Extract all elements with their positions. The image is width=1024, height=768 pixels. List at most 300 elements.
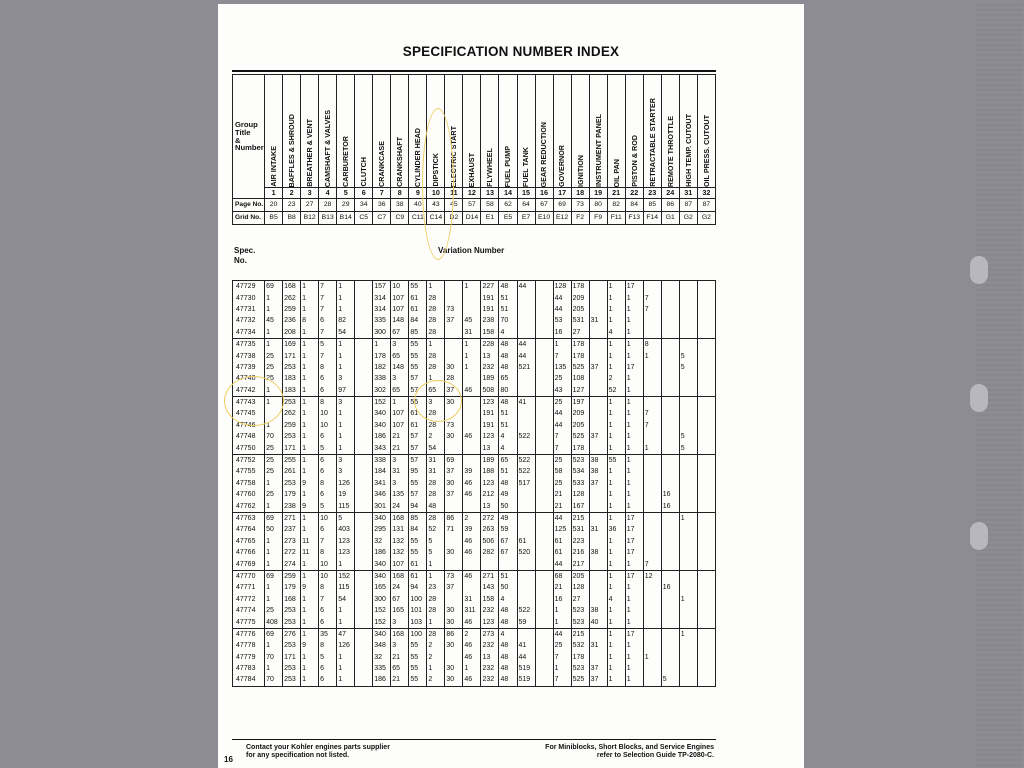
page-number-cell: 38 <box>391 199 409 212</box>
variation-cell: 165 <box>373 582 391 593</box>
group-number: 8 <box>391 188 409 199</box>
variation-cell: 253 <box>283 396 301 408</box>
grid-number-cell: B5 <box>265 212 283 225</box>
footer-left-note <box>246 744 390 760</box>
variation-cell: 1 <box>337 616 355 628</box>
variation-cell: 1 <box>625 292 643 303</box>
variation-cell: 148 <box>391 362 409 373</box>
spec-number-cell: 47750 <box>233 442 265 454</box>
variation-cell: 232 <box>481 674 499 686</box>
variation-cell: 7 <box>319 292 337 303</box>
grid-number-cell: F11 <box>607 212 625 225</box>
spec-number-cell: 47778 <box>233 640 265 651</box>
variation-cell: 1 <box>427 570 445 582</box>
variation-cell <box>463 408 481 419</box>
variation-cell: 5 <box>319 500 337 512</box>
variation-cell <box>661 616 679 628</box>
variation-cell <box>535 500 553 512</box>
variation-cell: 1 <box>265 478 283 489</box>
variation-cell: 255 <box>283 454 301 466</box>
group-number: 22 <box>625 188 643 199</box>
variation-cell: 523 <box>571 605 589 616</box>
variation-cell <box>643 396 661 408</box>
table-row <box>233 385 716 397</box>
variation-cell: 69 <box>265 281 283 293</box>
variation-cell: 123 <box>481 431 499 442</box>
variation-cell: 263 <box>481 524 499 535</box>
variation-cell: 55 <box>409 478 427 489</box>
variation-cell: 38 <box>589 454 607 466</box>
variation-cell <box>355 558 373 570</box>
variation-cell <box>661 385 679 397</box>
variation-cell: 39 <box>463 466 481 477</box>
variation-cell: 1 <box>625 466 643 477</box>
variation-cell: 191 <box>481 408 499 419</box>
variation-cell <box>679 652 697 663</box>
variation-cell: 5 <box>679 431 697 442</box>
variation-cell: 28 <box>427 489 445 500</box>
variation-cell <box>535 420 553 431</box>
variation-cell: 1 <box>301 327 319 339</box>
variation-cell <box>355 605 373 616</box>
variation-cell <box>535 454 553 466</box>
variation-cell: 17 <box>625 512 643 524</box>
variation-cell: 69 <box>265 512 283 524</box>
group-title-header <box>481 75 499 188</box>
variation-cell: 148 <box>391 315 409 326</box>
variation-cell: 1 <box>265 640 283 651</box>
variation-number-label: Variation Number <box>438 246 505 255</box>
variation-cell: 1 <box>337 558 355 570</box>
variation-cell: 1 <box>337 408 355 419</box>
variation-cell: 123 <box>337 547 355 558</box>
variation-cell: 212 <box>481 489 499 500</box>
variation-cell <box>355 640 373 651</box>
variation-cell: 30 <box>445 396 463 408</box>
variation-cell: 13 <box>481 442 499 454</box>
variation-cell: 1 <box>301 304 319 315</box>
variation-cell: 519 <box>517 674 535 686</box>
variation-cell: 50 <box>265 524 283 535</box>
variation-cell: 5 <box>427 536 445 547</box>
variation-cell: 28 <box>427 315 445 326</box>
variation-cell <box>661 420 679 431</box>
variation-cell: 115 <box>337 500 355 512</box>
variation-cell: 48 <box>499 663 517 674</box>
variation-cell: 1 <box>607 489 625 500</box>
variation-cell <box>445 500 463 512</box>
group-title-text: ELECTRIC START <box>449 125 459 187</box>
page-number-cell: 58 <box>481 199 499 212</box>
group-number: 5 <box>337 188 355 199</box>
variation-cell: 4 <box>607 594 625 605</box>
page-number-cell: 73 <box>571 199 589 212</box>
variation-cell: 519 <box>517 663 535 674</box>
variation-cell: 100 <box>409 594 427 605</box>
grid-number-cell: E12 <box>553 212 571 225</box>
variation-cell: 4 <box>499 594 517 605</box>
variation-cell: 165 <box>391 605 409 616</box>
spec-number-cell: 47752 <box>233 454 265 466</box>
variation-cell: 182 <box>373 362 391 373</box>
group-title-header <box>265 75 283 188</box>
variation-cell: 1 <box>427 616 445 628</box>
variation-cell: 65 <box>427 385 445 397</box>
table-row <box>233 558 716 570</box>
group-number: 10 <box>427 188 445 199</box>
group-title-text: CRANKCASE <box>377 141 387 187</box>
variation-cell: 52 <box>427 524 445 535</box>
variation-cell: 25 <box>553 478 571 489</box>
variation-cell: 28 <box>427 605 445 616</box>
variation-cell: 1 <box>625 674 643 686</box>
variation-cell: 25 <box>553 396 571 408</box>
variation-cell: 216 <box>571 547 589 558</box>
group-title-text: OIL PAN <box>611 158 621 187</box>
page-number-cell: 40 <box>409 199 427 212</box>
page-number-cell: 45 <box>445 199 463 212</box>
group-number: 15 <box>517 188 535 199</box>
variation-cell: 31 <box>391 466 409 477</box>
variation-cell: 6 <box>319 489 337 500</box>
table-row <box>233 512 716 524</box>
variation-cell: 311 <box>463 605 481 616</box>
variation-cell: 3 <box>391 454 409 466</box>
variation-cell: 238 <box>283 500 301 512</box>
variation-cell <box>589 500 607 512</box>
variation-cell: 103 <box>409 616 427 628</box>
variation-cell: 506 <box>481 536 499 547</box>
variation-cell: 4 <box>499 442 517 454</box>
table-row <box>233 524 716 535</box>
variation-cell <box>463 292 481 303</box>
group-title-header <box>661 75 679 188</box>
variation-cell <box>535 640 553 651</box>
table-row <box>233 616 716 628</box>
variation-cell: 178 <box>571 442 589 454</box>
variation-cell: 21 <box>391 674 409 686</box>
variation-cell: 55 <box>409 362 427 373</box>
group-title-header <box>553 75 571 188</box>
group-label-line: Group <box>235 120 258 130</box>
variation-cell: 1 <box>607 582 625 593</box>
variation-cell: 47 <box>337 628 355 640</box>
variation-cell <box>679 408 697 419</box>
variation-cell: 1 <box>463 350 481 361</box>
variation-cell: 1 <box>337 362 355 373</box>
group-title-text: BAFFLES & SHROUD <box>287 113 296 187</box>
variation-cell <box>517 628 535 640</box>
group-title-text: IGNITION <box>575 155 585 187</box>
variation-cell: 48 <box>499 362 517 373</box>
grid-number-cell: C5 <box>355 212 373 225</box>
variation-cell <box>661 442 679 454</box>
variation-cell: 55 <box>409 640 427 651</box>
variation-cell: 37 <box>589 663 607 674</box>
variation-cell: 86 <box>445 628 463 640</box>
variation-cell <box>661 466 679 477</box>
variation-cell <box>679 338 697 350</box>
variation-cell: 16 <box>553 327 571 339</box>
variation-cell: 152 <box>373 605 391 616</box>
spec-number-cell: 47729 <box>233 281 265 293</box>
variation-cell: 3 <box>391 640 409 651</box>
variation-cell: 28 <box>427 362 445 373</box>
variation-cell: 49 <box>499 489 517 500</box>
variation-cell <box>697 350 715 361</box>
variation-cell: 7 <box>643 304 661 315</box>
grid-number-cell: B13 <box>319 212 337 225</box>
variation-cell: 168 <box>391 512 409 524</box>
grid-no-label: Grid No. <box>233 212 265 225</box>
variation-cell <box>535 338 553 350</box>
variation-cell <box>697 616 715 628</box>
variation-cell: 253 <box>283 431 301 442</box>
variation-cell: 6 <box>319 385 337 397</box>
variation-cell: 55 <box>409 674 427 686</box>
variation-cell: 44 <box>553 408 571 419</box>
variation-cell: 1 <box>301 338 319 350</box>
spec-number-cell: 47774 <box>233 605 265 616</box>
variation-cell <box>355 454 373 466</box>
variation-cell: 1 <box>301 512 319 524</box>
variation-cell: 1 <box>265 338 283 350</box>
grid-number-cell: E1 <box>481 212 499 225</box>
variation-cell: 46 <box>463 431 481 442</box>
variation-cell: 1 <box>463 663 481 674</box>
variation-cell: 44 <box>553 628 571 640</box>
variation-cell: 1 <box>265 558 283 570</box>
spec-number-cell: 47732 <box>233 315 265 326</box>
variation-cell: 1 <box>301 616 319 628</box>
variation-cell <box>661 640 679 651</box>
title-rule <box>232 70 716 72</box>
group-label-line: Number <box>235 143 264 153</box>
variation-cell: 1 <box>607 292 625 303</box>
variation-cell: 178 <box>571 281 589 293</box>
variation-cell: 46 <box>463 674 481 686</box>
variation-cell: 17 <box>625 536 643 547</box>
variation-cell: 28 <box>427 420 445 431</box>
variation-cell: 5 <box>319 652 337 663</box>
variation-cell: 2 <box>427 431 445 442</box>
variation-cell: 46 <box>463 536 481 547</box>
variation-cell: 37 <box>445 489 463 500</box>
variation-cell: 73 <box>445 304 463 315</box>
variation-cell: 48 <box>499 396 517 408</box>
variation-cell: 5 <box>679 362 697 373</box>
variation-cell <box>535 442 553 454</box>
variation-cell: 346 <box>373 489 391 500</box>
variation-cell: 58 <box>553 466 571 477</box>
variation-cell: 128 <box>571 489 589 500</box>
group-title-text: AIR INTAKE <box>268 146 278 187</box>
variation-cell: 8 <box>301 315 319 326</box>
variation-cell: 6 <box>319 454 337 466</box>
variation-cell: 9 <box>301 640 319 651</box>
variation-cell: 17 <box>625 362 643 373</box>
variation-cell: 1 <box>265 594 283 605</box>
variation-cell: 1 <box>337 663 355 674</box>
group-title-text: RETRACTABLE STARTER <box>647 98 657 187</box>
variation-cell: 28 <box>427 292 445 303</box>
variation-cell <box>355 674 373 686</box>
variation-cell <box>661 652 679 663</box>
grid-number-cell: C11 <box>409 212 427 225</box>
variation-cell <box>643 663 661 674</box>
variation-cell: 2 <box>463 512 481 524</box>
variation-cell: 31 <box>589 524 607 535</box>
variation-cell: 340 <box>373 420 391 431</box>
variation-cell: 534 <box>571 466 589 477</box>
variation-cell: 132 <box>391 536 409 547</box>
variation-cell <box>355 524 373 535</box>
group-title-header <box>283 75 301 188</box>
variation-cell <box>643 373 661 384</box>
variation-cell: 7 <box>319 281 337 293</box>
page-no-label: Page No. <box>233 199 265 212</box>
spec-number-cell: 47762 <box>233 500 265 512</box>
variation-cell: 25 <box>553 373 571 384</box>
variation-cell: 1 <box>625 350 643 361</box>
variation-cell <box>355 420 373 431</box>
table-row <box>233 674 716 686</box>
variation-cell <box>589 350 607 361</box>
variation-cell: 1 <box>607 338 625 350</box>
table-row <box>233 570 716 582</box>
table-row <box>233 500 716 512</box>
variation-cell: 24 <box>391 582 409 593</box>
variation-cell: 71 <box>445 524 463 535</box>
variation-cell: 7 <box>643 558 661 570</box>
variation-cell: 522 <box>517 605 535 616</box>
variation-cell: 44 <box>553 558 571 570</box>
variation-cell <box>589 338 607 350</box>
variation-cell: 259 <box>283 420 301 431</box>
variation-cell: 21 <box>391 652 409 663</box>
variation-cell: 1 <box>553 605 571 616</box>
variation-cell: 6 <box>319 663 337 674</box>
variation-cell <box>697 558 715 570</box>
variation-cell: 51 <box>499 570 517 582</box>
group-label-line: & <box>235 135 241 145</box>
variation-cell <box>661 338 679 350</box>
variation-cell: 7 <box>319 327 337 339</box>
variation-cell <box>643 281 661 293</box>
variation-cell: 38 <box>589 605 607 616</box>
variation-cell <box>697 524 715 535</box>
variation-cell: 1 <box>301 350 319 361</box>
variation-cell: 48 <box>499 350 517 361</box>
variation-cell <box>661 536 679 547</box>
variation-cell: 340 <box>373 570 391 582</box>
group-title-text: GEAR REDUCTION <box>539 121 549 187</box>
grid-number-cell: F14 <box>643 212 661 225</box>
variation-cell: 1 <box>265 396 283 408</box>
variation-cell <box>589 281 607 293</box>
group-number: 4 <box>319 188 337 199</box>
grid-number-cell: E5 <box>499 212 517 225</box>
variation-cell: 152 <box>337 570 355 582</box>
variation-cell: 1 <box>607 431 625 442</box>
variation-cell: 65 <box>499 373 517 384</box>
variation-cell: 67 <box>391 327 409 339</box>
variation-cell: 3 <box>337 454 355 466</box>
variation-cell <box>517 442 535 454</box>
variation-cell: 55 <box>409 652 427 663</box>
spec-number-cell: 47738 <box>233 350 265 361</box>
group-title-header <box>301 75 319 188</box>
spec-number-cell: 47758 <box>233 478 265 489</box>
variation-cell: 1 <box>337 431 355 442</box>
table-row <box>233 408 716 419</box>
variation-cell: 31 <box>589 640 607 651</box>
variation-cell <box>535 582 553 593</box>
variation-cell: 228 <box>481 338 499 350</box>
variation-cell <box>697 512 715 524</box>
group-label-cell <box>233 75 265 199</box>
variation-cell <box>445 442 463 454</box>
variation-cell: 1 <box>265 292 283 303</box>
variation-cell: 21 <box>391 431 409 442</box>
group-title-text: FUEL PUMP <box>503 145 513 187</box>
variation-cell: 84 <box>409 524 427 535</box>
footer-left-line: Contact your Kohler engines parts supplier <box>246 743 390 751</box>
group-header-table <box>232 74 716 225</box>
group-title-header <box>337 75 355 188</box>
variation-cell: 183 <box>283 385 301 397</box>
variation-cell <box>355 582 373 593</box>
variation-cell: 25 <box>265 605 283 616</box>
grid-number-cell: G1 <box>661 212 679 225</box>
variation-cell: 184 <box>373 466 391 477</box>
footer-rule <box>232 739 716 740</box>
variation-cell <box>661 431 679 442</box>
group-number: 12 <box>463 188 481 199</box>
group-title-header <box>607 75 625 188</box>
variation-cell <box>697 466 715 477</box>
variation-cell: 21 <box>553 500 571 512</box>
group-title-text: EXHAUST <box>467 152 477 187</box>
variation-cell <box>445 281 463 293</box>
variation-cell: 128 <box>571 582 589 593</box>
variation-cell: 37 <box>445 582 463 593</box>
variation-cell: 43 <box>553 385 571 397</box>
variation-cell: 67 <box>499 547 517 558</box>
variation-cell: 2 <box>427 674 445 686</box>
variation-cell: 1 <box>553 663 571 674</box>
variation-cell: 49 <box>499 512 517 524</box>
spec-number-cell: 47731 <box>233 304 265 315</box>
variation-cell: 7 <box>319 594 337 605</box>
variation-cell <box>589 558 607 570</box>
variation-cell: 5 <box>319 338 337 350</box>
variation-cell: 10 <box>319 408 337 419</box>
group-title-text: CLUTCH <box>359 157 369 187</box>
variation-cell <box>679 605 697 616</box>
spec-number-cell: 47745 <box>233 408 265 419</box>
variation-cell <box>355 489 373 500</box>
variation-cell: 36 <box>607 524 625 535</box>
variation-cell: 273 <box>481 628 499 640</box>
variation-cell: 1 <box>643 442 661 454</box>
table-row <box>233 292 716 303</box>
variation-cell: 1 <box>607 640 625 651</box>
variation-cell <box>643 489 661 500</box>
variation-cell: 1 <box>625 640 643 651</box>
variation-cell: 5 <box>319 442 337 454</box>
variation-cell: 107 <box>391 420 409 431</box>
